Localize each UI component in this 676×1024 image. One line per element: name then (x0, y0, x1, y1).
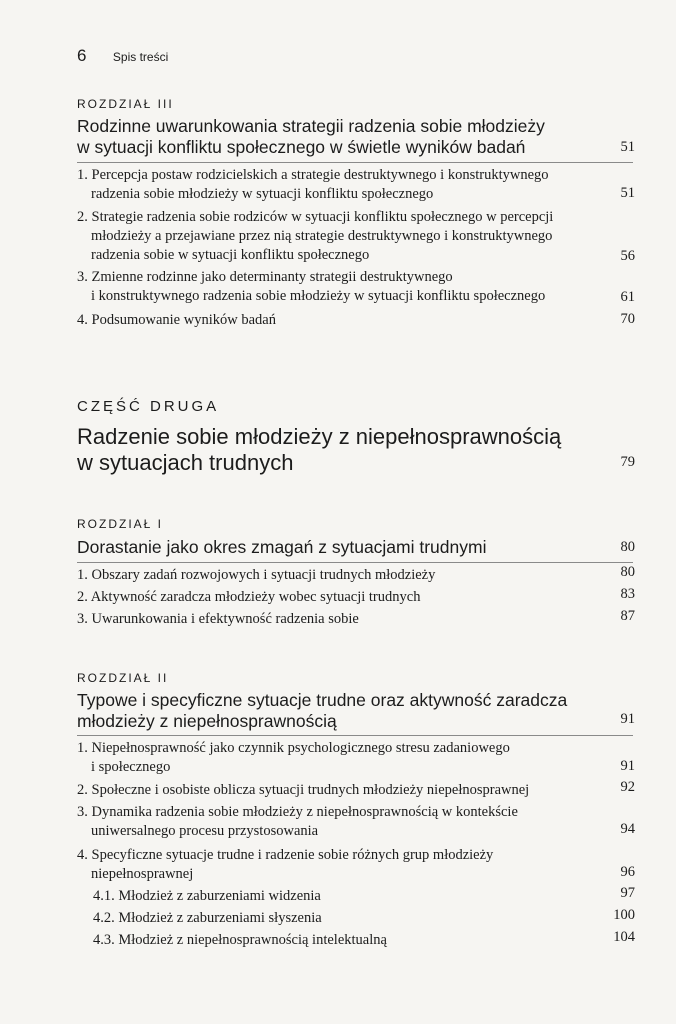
divider (77, 562, 633, 563)
toc-subentry (93, 931, 623, 950)
entry-text-cont: radzenia sobie w sytuacji konfliktu społecznego (91, 247, 370, 263)
page-ref: 80 (620, 539, 635, 555)
entry-text: 4. Specyficzne sytuacje trudne i radzenie sobie różnych grup młodzieży (77, 847, 494, 863)
entry-text: 1. Percepcja postaw rodzicielskich a strategie destruktywnego i konstruktywnego (77, 167, 549, 183)
page-ref: 51 (620, 185, 635, 201)
entry-text: 1. Obszary zadań rozwojowych i sytuacji trudnych młodzieży (77, 567, 436, 583)
toc-entry (77, 610, 622, 629)
toc-entry (77, 739, 622, 777)
page-ref: 80 (620, 564, 635, 580)
page-ref: 96 (620, 864, 635, 880)
page-header (77, 46, 168, 66)
chapter-title (77, 690, 617, 732)
entry-text-cont: młodzieży a przejawiane przez nią strategie destruktywnego i konstruktywnego (91, 228, 553, 244)
chapter-title-line: Dorastanie jako okres zmagań z sytuacjami trudnymi (77, 537, 487, 557)
part-title (77, 424, 617, 476)
entry-text: 4. Podsumowanie wyników badań (77, 312, 276, 328)
divider (77, 162, 633, 163)
part-label: CZĘŚĆ DRUGA (77, 398, 220, 415)
chapter-label: ROZDZIAŁ III (77, 97, 174, 111)
page-ref: 70 (620, 311, 635, 327)
entry-text: 4.2. Młodzież z zaburzeniami słyszenia (93, 910, 322, 926)
toc-entry (77, 208, 622, 265)
toc-entry (77, 166, 622, 204)
entry-text: 3. Dynamika radzenia sobie młodzieży z niepełnosprawnością w kontekście (77, 804, 518, 820)
part-title-line: w sytuacjach trudnych (77, 450, 294, 475)
page-ref: 91 (620, 711, 635, 727)
running-title: Spis treści (112, 50, 169, 64)
page-ref: 56 (620, 248, 635, 264)
page-ref: 83 (620, 586, 635, 602)
entry-text: 3. Zmienne rodzinne jako determinanty strategii destruktywnego (77, 269, 453, 285)
chapter-title-line: Typowe i specyficzne sytuacje trudne oraz aktywność zaradcza (77, 690, 568, 710)
page-ref: 51 (620, 139, 635, 155)
toc-entry (77, 566, 622, 585)
chapter-title-line: w sytuacji konfliktu społecznego w świetle wyników badań (77, 137, 526, 157)
toc-entry (77, 781, 622, 800)
page-number: 6 (77, 46, 87, 65)
entry-text: 4.1. Młodzież z zaburzeniami widzenia (93, 888, 321, 904)
entry-text: 2. Aktywność zaradcza młodzieży wobec sytuacji trudnych (77, 589, 421, 605)
entry-text-cont: uniwersalnego procesu przystosowania (91, 823, 319, 839)
chapter-title-line: młodzieży z niepełnosprawnością (77, 711, 337, 731)
chapter-title (77, 537, 617, 558)
entry-text-cont: i społecznego (91, 759, 171, 775)
page-ref: 79 (620, 454, 635, 470)
toc-entry (77, 268, 622, 306)
chapter-title-line: Rodzinne uwarunkowania strategii radzenia sobie młodzieży (77, 116, 545, 136)
entry-text: 3. Uwarunkowania i efektywność radzenia sobie (77, 611, 359, 627)
entry-text: 2. Strategie radzenia sobie rodziców w sytuacji konfliktu społecznego w percepcji (77, 209, 554, 225)
page-ref: 104 (613, 929, 635, 945)
page-ref: 87 (620, 608, 635, 624)
entry-text-cont: i konstruktywnego radzenia sobie młodzieży w sytuacji konfliktu społecznego (91, 288, 546, 304)
page-ref: 92 (620, 779, 635, 795)
entry-text: 1. Niepełnosprawność jako czynnik psychologicznego stresu zadaniowego (77, 740, 510, 756)
entry-text: 4.3. Młodzież z niepełnosprawnością intelektualną (93, 932, 387, 948)
entry-text: 2. Społeczne i osobiste oblicza sytuacji trudnych młodzieży niepełnosprawnej (77, 782, 530, 798)
chapter-title (77, 116, 617, 158)
chapter-label: ROZDZIAŁ II (77, 671, 169, 685)
page-ref: 100 (613, 907, 635, 923)
page-ref: 61 (620, 289, 635, 305)
toc-entry (77, 803, 622, 841)
chapter-label: ROZDZIAŁ I (77, 517, 164, 531)
page-ref: 97 (620, 885, 635, 901)
page-ref: 94 (620, 821, 635, 837)
toc-entry (77, 588, 622, 607)
entry-text-cont: niepełnosprawnej (91, 866, 194, 882)
part-title-line: Radzenie sobie młodzieży z niepełnosprawnością (77, 424, 562, 449)
divider (77, 735, 633, 736)
page-ref: 91 (620, 758, 635, 774)
entry-text-cont: radzenia sobie młodzieży w sytuacji konfliktu społecznego (91, 186, 434, 202)
toc-subentry (93, 909, 623, 928)
toc-subentry (93, 887, 623, 906)
toc-entry (77, 846, 622, 884)
toc-entry (77, 311, 622, 330)
